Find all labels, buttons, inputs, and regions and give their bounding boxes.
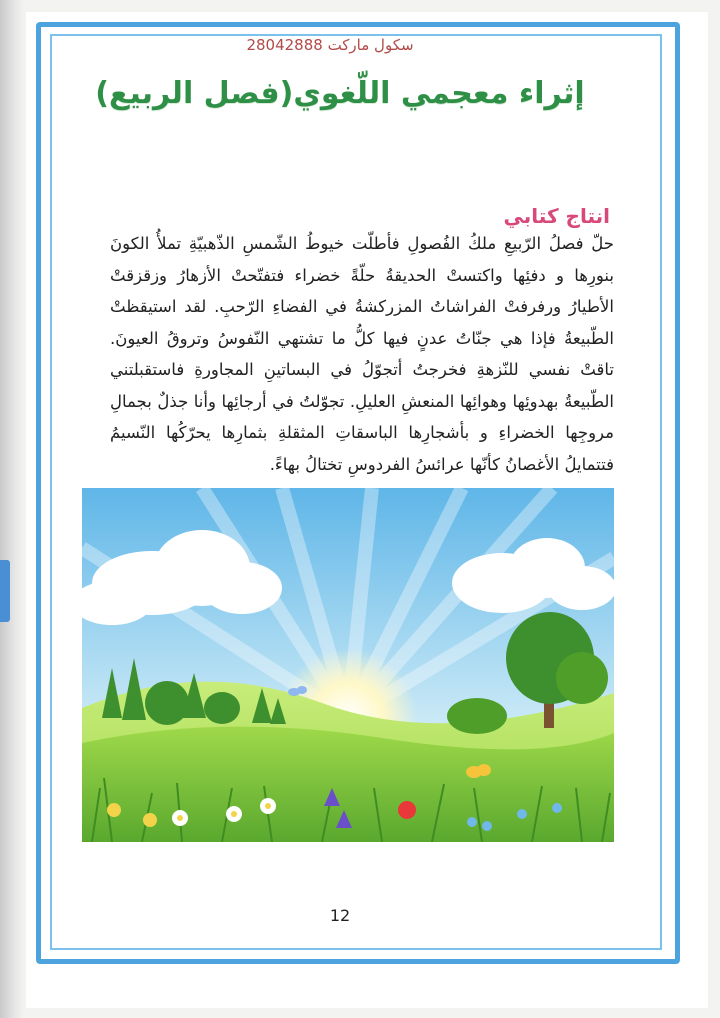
page-title: إثراء معجمي اللّغوي(فصل الربيع) — [95, 76, 585, 111]
book-spine-shadow — [0, 0, 24, 1018]
writing-paragraph: حلّ فصلُ الرّبيعِ ملكُ الفُصولِ فأطلّت خيوطُ الشّمسِ الذّهبيّةِ تملأُ الكونَ بنورِها و دفئِها واكتستْ الحديقةُ حلّةً خضراء فتفتّحتْ الأزهارُ وزقزقتْ الأطيارُ ورفرفتْ الفراشاتُ المزركشةُ في الفضاءِ الرّحبِ. لقد استيقظتْ الطّبيعةُ فإذا هي جنّاتُ عدنٍ فيها كلُّ ما تشتهي النّفوسُ وتروقُ العيونَ. تاقتْ نفسي للنّزهةِ فخرجتُ أتجوّلُ في البساتينِ المجاورةِ فاستقبلتني الطّبيعةُ بهدوئِها وهوائِها المنعشِ العليلِ. تجوّلتُ في أرجائِها وأنا جذلٌ بجمالِ مروجِها الخضراءِ و بأشجارِها الباسقاتِ المثقلةِ بثمارِها يحرّكُها النّسيمُ فتتمايلُ الأغصانُ كأنّها عرائسُ الفردوسِ تختالُ بهاءً. — [110, 234, 614, 474]
spring-landscape-illustration — [82, 488, 614, 842]
bush-right — [447, 698, 507, 734]
watermark-text: سكول ماركت 28042888 — [246, 36, 414, 54]
page-number: 12 — [329, 906, 351, 925]
page-tab-marker — [0, 560, 10, 622]
section-heading: انتاج كتابي — [503, 204, 610, 228]
